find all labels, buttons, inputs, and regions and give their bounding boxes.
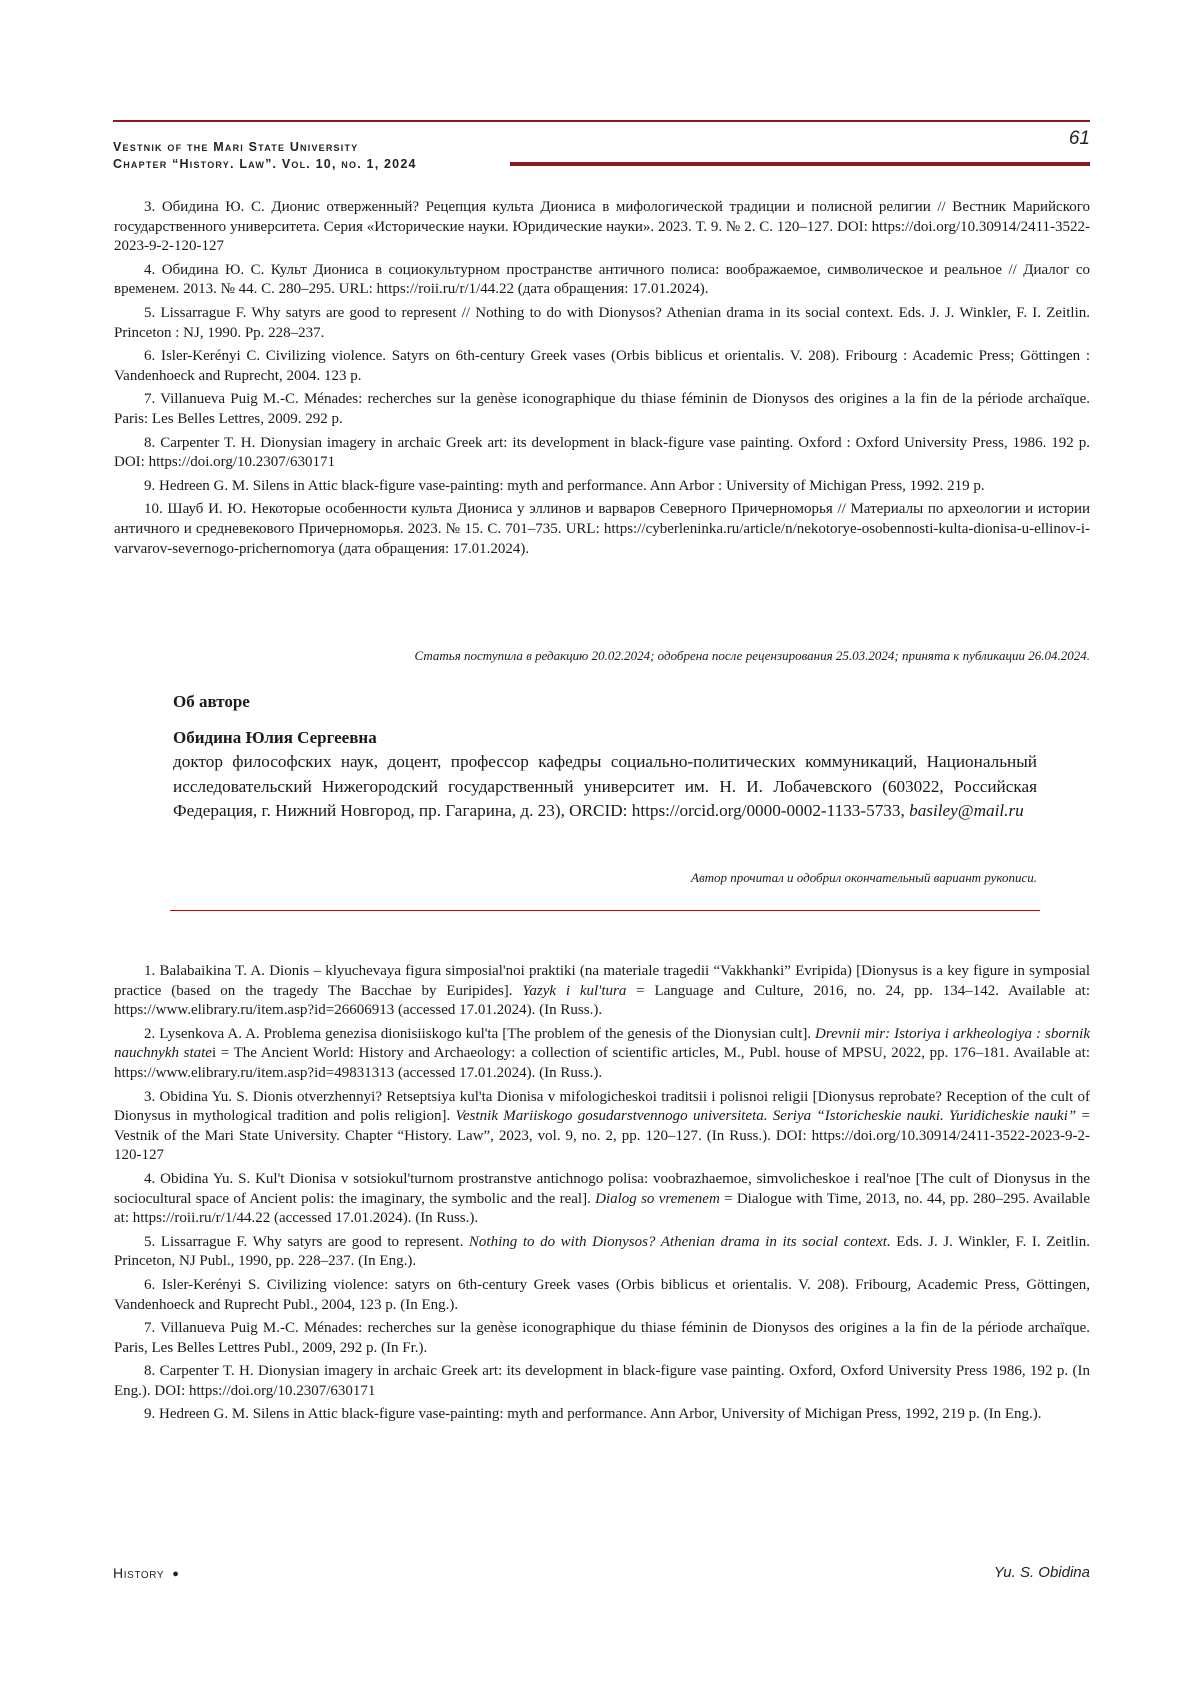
reference-text: = Language and Culture, 2016, no. 24, pp. 134–142. Available at: https://www.elibrary.ru/item.asp?id=26606913 (accessed 17.01.2024). (In Russ.).: [114, 982, 1090, 1019]
reference-ru-item: 3. Обидина Ю. С. Дионис отверженный? Рецепция культа Диониса в мифологической традиции и полисной религии // Вестник Марийского государственного университета. Серия «Исторические науки. Юридические науки». 2023. Т. 9. № 2. С. 120–127. DOI: https://doi.org/10.30914/2411-3522-2023-9-2-120-127: [114, 199, 1090, 255]
author-bio-text: доктор философских наук, доцент, профессор кафедры социально-политических коммуникаций, Национальный исследовательский Нижегородский государственный университет им. Н. И. Лобачевского (603022, Российская Федерация, г. Нижний Новгород, пр. Гагарина, д. 23), ORCID: https://orcid.org/0000-0002-1133-5733,: [173, 752, 1037, 820]
approved-note: Автор прочитал и одобрил окончательный вариант рукописи.: [691, 870, 1037, 885]
page-number: 61: [1068, 128, 1090, 149]
reference-text: 4. Obidina Yu. S. Kul't Dionisa v sotsiokul'turnom prostranstve antichnogo polisa: voobrazhaemoe, simvolicheskoe i real'noe [The cult of Dionysus in the sociocultural space of Ancient polis: the imaginary, the symbolic and the real].: [114, 1170, 1090, 1207]
reference-text: 6. Isler-Kerényi S. Civilizing violence: satyrs on 6th-century Greek vases (Orbis biblicus et orientalis. V. 208). Fribourg, Academic Press, Göttingen, Vandenhoeck and Ruprecht Publ., 2004, 123 p. (In Eng.).: [114, 1276, 1090, 1313]
reference-en-item: [114, 1170, 1090, 1229]
reference-text: 2. Lysenkova A. A. Problema genezisa dionisiiskogo kul'ta [The problem of the genesis of the Dionysian cult].: [144, 1025, 816, 1042]
footer-section: [113, 1565, 179, 1581]
header-top-rule: [113, 120, 1090, 122]
reference-text: Eds. J. J. Winkler, F. I. Zeitlin. Princeton, NJ Publ., 1990, pp. 228–237. (In Eng.).: [114, 1233, 1090, 1270]
journal-title: [113, 139, 813, 173]
journal-title-line-2: Chapter “History. Law”. Vol. 10, no. 1, 2024: [113, 157, 417, 171]
header-bar: [510, 162, 1090, 166]
reference-text: = Vestnik of the Mari State University. Chapter “History. Law”, 2023, vol. 9, no. 2, pp. 120–127. (In Russ.). DOI: https://doi.org/10.30914/2411-3522-2023-9-2-120-127: [114, 1108, 1090, 1164]
author-email: basiley@mail.ru: [909, 801, 1024, 820]
reference-ru-item: 9. Hedreen G. M. Silens in Attic black-figure vase-painting: myth and performance. Ann Arbor : University of Michigan Press, 1992. 219 p.: [144, 477, 985, 494]
reference-text: 1. Balabaikina T. A. Dionis – klyuchevaya figura simposial'noi praktiki (na materiale tragedii “Vakkhanki” Evripida) [Dionysus is a key figure in symposial practice (based on the tragedy The Bacchae by Euripides].: [114, 963, 1090, 999]
author-bio: [173, 750, 1037, 824]
reference-en-item: [114, 1276, 1090, 1315]
footer-author: Yu. S. Obidina: [993, 1564, 1090, 1581]
reference-ru-item: 10. Шауб И. Ю. Некоторые особенности культа Диониса у эллинов и варваров Северного Причерноморья // Материалы по археологии и истории античного и средневекового Причерноморья. 2023. № 15. С. 701–735. URL: https://cyberleninka.ru/article/n/nekotorye-osobennosti-kulta-dionisa-u-ellinov-i-varvarov-severnogo-prichernomorya (дата обращения: 17.01.2024).: [114, 501, 1090, 557]
references-en-list: [114, 962, 1090, 1429]
reference-ru-item: 6. Isler-Kerényi C. Civilizing violence. Satyrs on 6th-century Greek vases (Orbis biblicus et orientalis. V. 208). Fribourg : Academic Press; Göttingen : Vandenhoeck and Ruprecht, 2004. 123 p.: [114, 348, 1090, 384]
reference-ru-item: 8. Carpenter T. H. Dionysian imagery in archaic Greek art: its development in black-figure vase painting. Oxford : Oxford University Press, 1986. 192 p. DOI: https://doi.org/10.2307/630171: [114, 434, 1090, 471]
reference-en-item: [114, 1025, 1090, 1084]
reference-en-item: [114, 1233, 1090, 1272]
references-ru-list: [114, 198, 1090, 563]
reference-text: 8. Carpenter T. H. Dionysian imagery in archaic Greek art: its development in black-figure vase painting. Oxford, Oxford University Press 1986, 192 p. (In Eng.). DOI: https://doi.org/10.2307/630171: [114, 1363, 1090, 1399]
author-name: Обидина Юлия Сергеевна: [173, 728, 377, 747]
reference-ru-item: 4. Обидина Ю. С. Культ Диониса в социокультурном пространстве античного полиса: воображаемое, символическое и реальное // Диалог со временем. 2013. № 44. С. 280–295. URL: https://roii.ru/r/1/44.22 (дата обращения: 17.01.2024).: [114, 261, 1090, 298]
reference-en-item: [114, 1088, 1090, 1166]
reference-text: 7. Villanueva Puig M.-C. Ménades: recherches sur la genèse iconographique du thiase féminin de Dionysos des origines a la fin de la période archaïque. Paris, Les Belles Lettres Publ., 2009, 292 p. (In Fr.).: [114, 1320, 1090, 1356]
reference-italic-title: Dialog so vremenem: [595, 1190, 720, 1207]
reference-italic-title: Yazyk i kul'tura: [522, 982, 627, 999]
reference-en-item: [114, 962, 1090, 1021]
reference-en-item: [114, 1362, 1090, 1401]
reference-text: 5. Lissarrague F. Why satyrs are good to represent.: [144, 1233, 469, 1250]
reference-text: 3. Obidina Yu. S. Dionis otverzhennyi? Retseptsiya kul'ta Dionisa v mifologicheskoi traditsii i polisnoi religii [Dionysus reprobate? Reception of the cult of Dionysus in mythological tradition and polis religion].: [114, 1088, 1090, 1125]
footer-section-label: History: [113, 1565, 165, 1581]
reference-en-item: [114, 1405, 1090, 1425]
reference-text: i = The Ancient World: History and Archaeology: a collection of scientific articles, M., Publ. house of MPSU, 2022, pp. 176–181. Available at: https://www.elibrary.ru/item.asp?id=49831313 (accessed 17.01.2024). (In Russ.).: [114, 1045, 1090, 1081]
reference-text: = Dialogue with Time, 2013, no. 44, pp. 280–295. Available at: https://roii.ru/r/1/44.22 (accessed 17.01.2024). (In Russ.).: [114, 1190, 1090, 1227]
reference-ru-item: 7. Villanueva Puig M.-C. Ménades: recherches sur la genèse iconographique du thiase féminin de Dionysos des origines a la fin de la période archaïque. Paris: Les Belles Lettres, 2009. 292 p.: [114, 391, 1090, 427]
reference-text: 9. Hedreen G. M. Silens in Attic black-figure vase-painting: myth and performance. Ann Arbor, University of Michigan Press, 1992, 219 p. (In Eng.).: [144, 1406, 1042, 1423]
section-divider: [170, 910, 1040, 911]
received-note: Статья поступила в редакцию 20.02.2024; одобрена после рецензирования 25.03.2024; принята к публикации 26.04.2024.: [414, 648, 1090, 663]
journal-title-line-1: Vestnik of the Mari State University: [113, 140, 359, 154]
reference-italic-title: Nothing to do with Dionysos? Athenian drama in its social context.: [468, 1233, 891, 1250]
bullet-icon: ●: [172, 1568, 180, 1580]
reference-ru-item: 5. Lissarrague F. Why satyrs are good to represent // Nothing to do with Dionysos? Athenian drama in its social context. Eds. J. J. Winkler, F. I. Zeitlin. Princeton : NJ, 1990. Pp. 228–237.: [114, 304, 1090, 341]
reference-italic-title: Drevnii mir: Istoriya i arkheologiya : sbornik nauchnykh state: [114, 1025, 1090, 1062]
reference-en-item: [114, 1319, 1090, 1358]
reference-italic-title: Vestnik Mariiskogo gosudarstvennogo universiteta. Seriya “Istoricheskie nauki. Yuridicheskie nauki”: [455, 1108, 1077, 1125]
about-author-heading: Об авторе: [173, 692, 250, 711]
